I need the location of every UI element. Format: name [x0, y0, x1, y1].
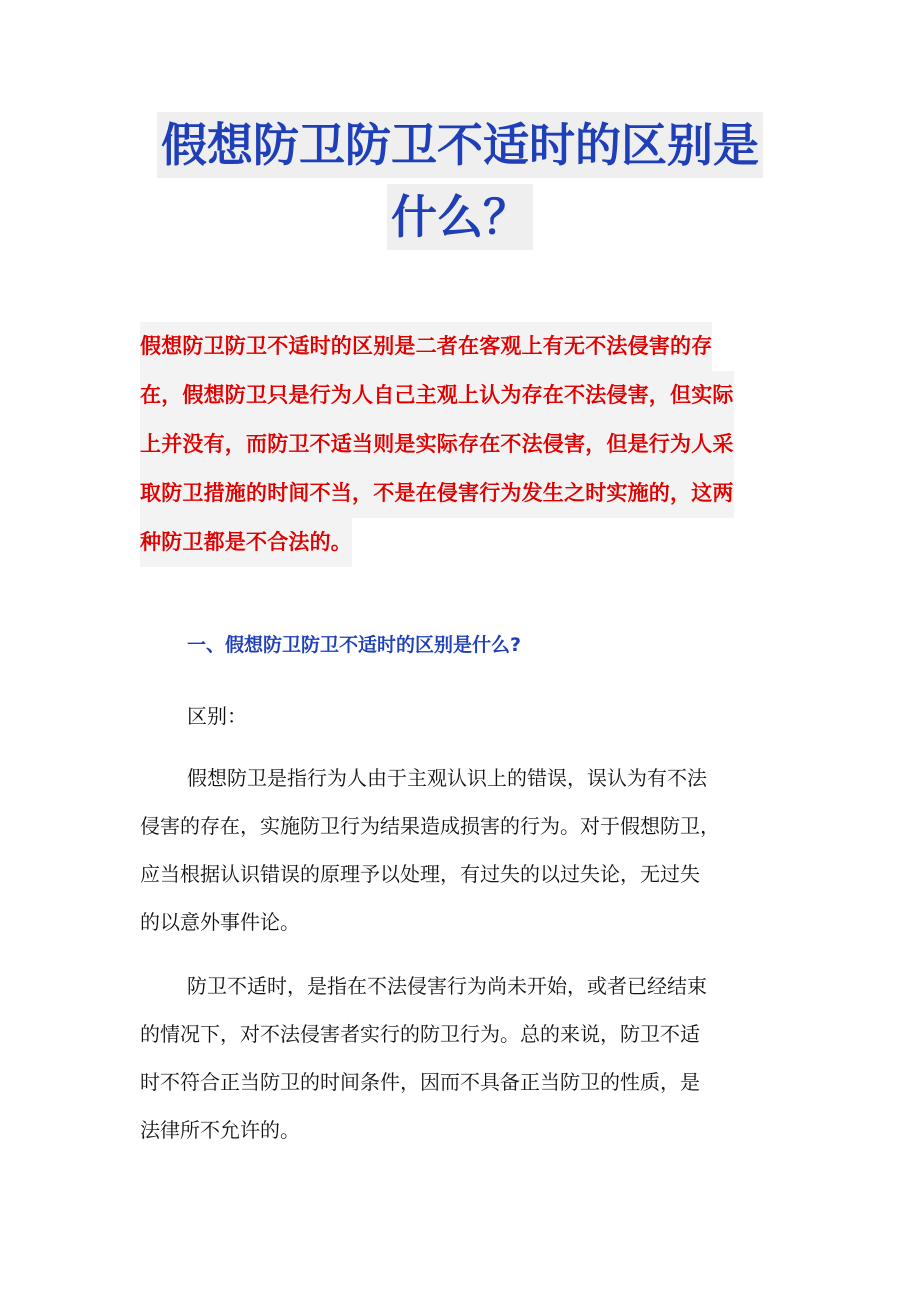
- paragraph-line: 时不符合正当防卫的时间条件，因而不具备正当防卫的性质，是: [140, 1070, 700, 1094]
- summary-line: 在，假想防卫只是行为人自己主观上认为存在不法侵害，但实际: [140, 371, 734, 420]
- title-line-2: 什么？: [387, 184, 533, 250]
- paragraph-line: 法律所不允许的。: [140, 1118, 300, 1142]
- label-text: 区别：: [187, 704, 247, 728]
- section-label: [140, 692, 780, 740]
- paragraph-line: 假想防卫是指行为人由于主观认识上的错误，误认为有不法: [187, 766, 707, 790]
- paragraph-imagined-defense: [140, 754, 780, 946]
- paragraph-line: 侵害的存在，实施防卫行为结果造成损害的行为。对于假想防卫，: [140, 814, 720, 838]
- title-line-1: 假想防卫防卫不适时的区别是: [157, 112, 763, 178]
- paragraph-line: 的情况下，对不法侵害者实行的防卫行为。总的来说，防卫不适: [140, 1022, 700, 1046]
- summary-line: 假想防卫防卫不适时的区别是二者在客观上有无不法侵害的存: [140, 322, 712, 371]
- summary-line: 取防卫措施的时间不当，不是在侵害行为发生之时实施的，这两: [140, 469, 734, 518]
- paragraph-line: 防卫不适时，是指在不法侵害行为尚未开始，或者已经结束: [187, 974, 707, 998]
- summary-paragraph: [140, 322, 780, 567]
- summary-line: 上并没有，而防卫不适当则是实际存在不法侵害，但是行为人采: [140, 420, 734, 469]
- section-heading: 一、假想防卫防卫不适时的区别是什么?: [187, 634, 522, 656]
- summary-line: 种防卫都是不合法的。: [140, 518, 352, 567]
- paragraph-line: 应当根据认识错误的原理予以处理，有过失的以过失论，无过失: [140, 862, 700, 886]
- paragraph-untimely-defense: [140, 962, 780, 1154]
- page-title: [0, 112, 920, 256]
- paragraph-line: 的以意外事件论。: [140, 910, 300, 934]
